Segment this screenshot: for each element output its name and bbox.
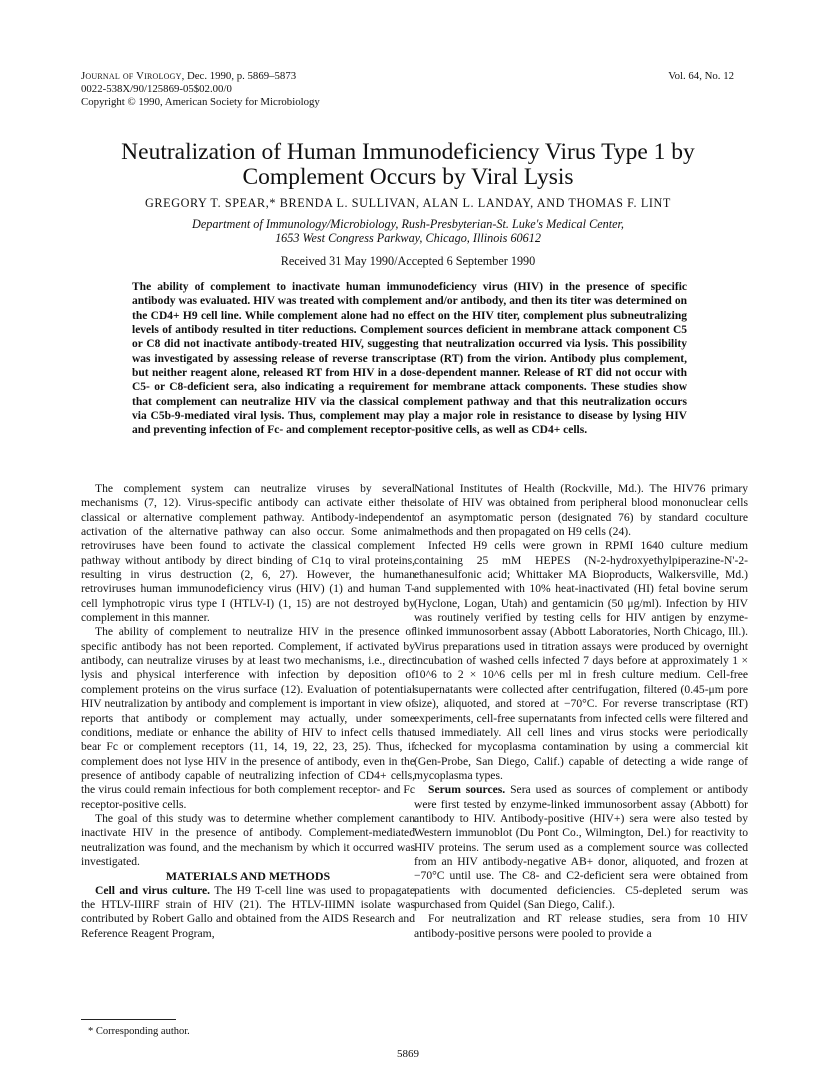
runin-heading-cell-culture: Cell and virus culture. [95, 883, 211, 897]
serum-text: Sera used as sources of complement or antibody were first tested by enzyme-linked immunosorbent assay (Abbott) for antibody to HIV. Antibody-positive (HIV+) sera were also tested by Western immunoblot (Du Pont Co., Wilmington, Del.) for reactivity to HIV proteins. The serum used as a complement source was collected from an HIV antibody-negative AB+ donor, aliquoted, and frozen at −70°C until use. The C8- and C2-deficient sera were obtained from patients with documented deficiencies. C5-depleted serum was purchased from Quidel (San Diego, Calif.). [414, 783, 749, 911]
title-line-1: Neutralization of Human Immunodeficiency Virus Type 1 by [121, 139, 695, 165]
page-number: 5869 [397, 1048, 419, 1060]
affiliation-line-1: Department of Immunology/Microbiology, Rush-Presbyterian-St. Luke's Medical Center, [192, 217, 624, 231]
footnote-divider [81, 1019, 176, 1020]
affiliation [60, 217, 756, 245]
journal-name: Journal of Virology [81, 70, 182, 82]
article-title [60, 140, 756, 190]
runin-heading-serum: Serum sources. [428, 783, 506, 797]
intro-paragraph-3: The goal of this study was to determine whether complement can inactivate HIV in the presence of antibody. Complement-mediated neutralization was found, and the mechanism by which it occurred was investigated. [81, 811, 415, 868]
footnote-corresponding-author: * Corresponding author. [88, 1026, 190, 1037]
received-dates: Received 31 May 1990/Accepted 6 September 1990 [280, 254, 536, 268]
right-column [414, 482, 748, 941]
methods-paragraph-neutralization: For neutralization and RT release studies, sera from 10 HIV antibody-positive persons were pooled to provide a [414, 912, 748, 940]
intro-paragraph-2: The ability of complement to neutralize HIV in the presence of specific antibody has not been reported. Complement, if activated by antibody, can neutralize viruses by at least two mechanisms, i.e., direct lysis and physical interference with infection by deposition of complement proteins on the virus surface (12). Evaluation of potential HIV neutralization by antibody and complement is important in view of reports that antibody or complement may actually, under some conditions, mediate or enhance the ability of HIV to infect cells that bear Fc or complement receptors (11, 14, 19, 22, 23, 25). Thus, if complement does not lyse HIV in the presence of antibody, even in the presence of antibody capable of neutralizing infection of CD4+ cells, the virus could remain infectious for both complement receptor- and Fc receptor-positive cells. [81, 625, 415, 811]
intro-paragraph-1: The complement system can neutralize viruses by several mechanisms (7, 12). Virus-specific antibody can activate either the classical or alternative complement pathway. Antibody-independent activation of the alternative pathway can also occur. Some animal retroviruses have been found to activate the classical complement pathway without antibody by direct binding of C1q to viral proteins, resulting in virus destruction (2, 6, 27). However, the human retroviruses human immunodeficiency virus (HIV) (1) and human T-cell lymphotropic virus type I (HTLV-I) (1, 15) are not destroyed by complement in this manner. [81, 482, 415, 625]
left-column [81, 482, 415, 941]
methods-paragraph-cell-culture [81, 884, 415, 941]
journal-issue: , Dec. 1990, p. 5869–5873 [181, 70, 297, 82]
methods-paragraph-continued: National Institutes of Health (Rockville, Md.). The HIV76 primary isolate of HIV was obtained from peripheral blood mononuclear cells of an asymptomatic person (designated 76) by standard coculture methods and then propagated on H9 cells (24). [414, 482, 748, 539]
section-heading-methods: MATERIALS AND METHODS [165, 869, 331, 884]
volume-number: Vol. 64, No. 12 [668, 70, 734, 82]
abstract: The ability of complement to inactivate human immunodeficiency virus (HIV) in the presence of specific antibody was evaluated. HIV was treated with complement and/or antibody, and then its titer was determined on the CD4+ H9 cell line. While complement alone had no effect on the HIV titer, complement plus subneutralizing levels of antibody resulted in titer reductions. Complement sources deficient in membrane attack component C5 or C8 did not inactivate antibody-treated HIV, suggesting that neutralization occurred via lysis. This possibility was investigated by assessing release of reverse transcriptase (RT) from the virion. Antibody plus complement, but neither reagent alone, released RT from HIV in a dose-dependent manner. Release of RT did not occur with C5- or C8-deficient sera, also indicating a requirement for membrane attack components. These studies show that complement can neutralize HIV via the classical complement pathway and that this neutralization occurs via C5b-9-mediated viral lysis. Thus, complement may play a major role in resistance to disease by lysing HIV and preventing infection of Fc- and complement receptor-positive cells, as well as CD4+ cells. [132, 281, 687, 437]
cell-culture-text: The H9 T-cell line was used to propagate the HTLV-IIIRF strain of HIV (21). The HTLV-IIIMN isolate was contributed by Robert Gallo and obtained from the AIDS Research and Reference Reagent Program, [81, 883, 415, 940]
methods-paragraph-infected-cells: Infected H9 cells were grown in RPMI 1640 culture medium containing 25 mM HEPES (N-2-hydroxyethylpiperazine-N'-2-ethanesulfonic acid; Whittaker MA Bioproducts, Walkersville, Md.) and supplemented with 10% heat-inactivated (HI) fetal bovine serum (Hyclone, Logan, Utah) and gentamicin (50 μg/ml). Infection by HIV was routinely verified by testing cells for HIV antigen by enzyme-linked immunosorbent assay (Abbott Laboratories, North Chicago, Ill.). Virus preparations used in titration assays were produced by overnight incubation of washed cells infected 7 days before at approximately 1 × 10^6 to 2 × 10^6 cells per ml in fresh culture medium. Cell-free supernatants were collected after centrifugation, filtered (0.45-μm pore size), aliquoted, and stored at −70°C. For reverse transcriptase (RT) experiments, cell-free supernatants from infected cells were filtered and used immediately. All cell lines and virus stocks were periodically checked for mycoplasma contamination by using a commercial kit (Gen-Probe, San Diego, Calif.) capable of detecting a wide range of mycoplasma types. [414, 539, 748, 782]
author-list: GREGORY T. SPEAR,* BRENDA L. SULLIVAN, ALAN L. LANDAY, AND THOMAS F. LINT [145, 196, 671, 210]
affiliation-line-2: 1653 West Congress Parkway, Chicago, Illinois 60612 [275, 231, 541, 245]
title-line-2: Complement Occurs by Viral Lysis [242, 164, 574, 190]
copyright-line: Copyright © 1990, American Society for Microbiology [81, 96, 320, 108]
methods-paragraph-serum [414, 783, 748, 912]
journal-citation [81, 70, 296, 82]
issn-line: 0022-538X/90/125869-05$02.00/0 [81, 83, 232, 95]
